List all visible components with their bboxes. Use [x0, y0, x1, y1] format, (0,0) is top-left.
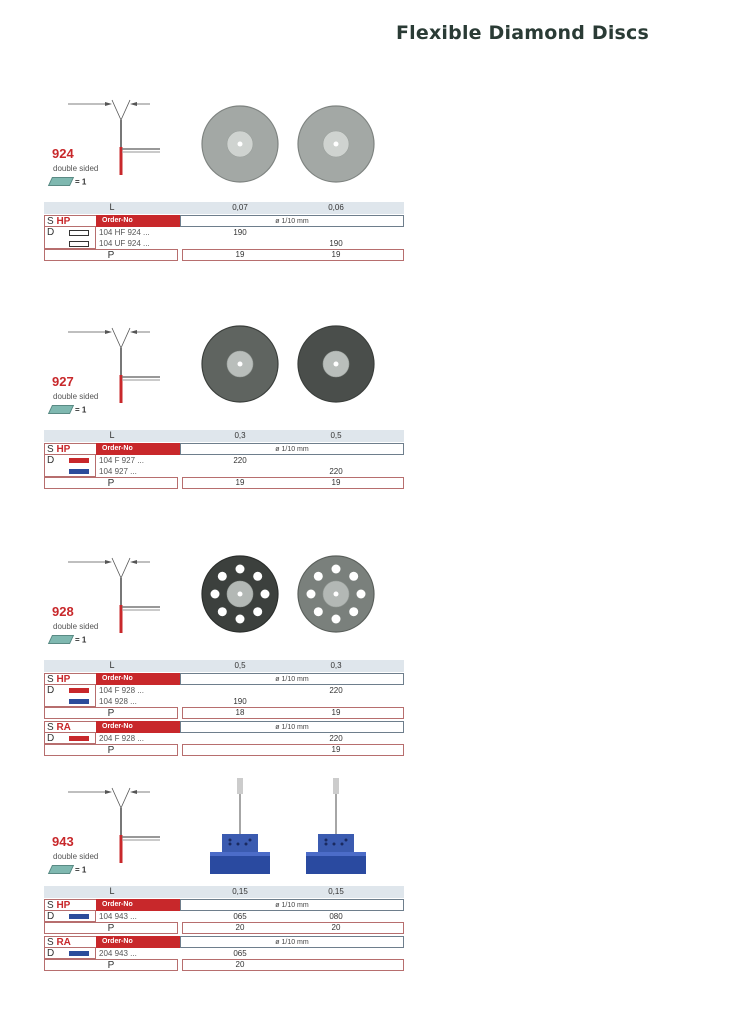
length-label: L [109, 202, 115, 212]
grit-group-box [44, 948, 96, 959]
product-number: 928 [52, 604, 74, 619]
grit-d-label: D [47, 227, 55, 238]
product-section-928 [0, 548, 731, 768]
pack-value: 19 [331, 478, 341, 487]
pack-value: 20 [235, 923, 245, 932]
diamond-disc-icon [296, 104, 376, 184]
shank-s-label: S [47, 722, 54, 733]
grit-d-label: D [47, 911, 55, 922]
pack-value: 19 [235, 478, 245, 487]
diameter-value: 190 [329, 239, 343, 248]
diameter-value: 190 [233, 228, 247, 237]
pack-quantity [50, 865, 86, 874]
product-description: double sided [53, 392, 99, 401]
mounted-disc-stand-icon [296, 774, 376, 884]
diameter-value: 220 [329, 686, 343, 695]
product-section-927 [0, 318, 731, 538]
diameter-unit-header: ø 1/10 mm [180, 443, 404, 455]
product-description: double sided [53, 852, 99, 861]
pack-p-row: P [44, 922, 178, 934]
product-description: double sided [53, 622, 99, 631]
length-label: L [109, 886, 115, 896]
pack-box-icon [48, 635, 74, 644]
shank-type-label [44, 936, 96, 948]
diameter-value: 080 [329, 912, 343, 921]
diameter-value: 220 [233, 456, 247, 465]
dimension-value: 0,3 [330, 661, 342, 670]
grit-group-box [44, 733, 96, 744]
diameter-unit-header: ø 1/10 mm [180, 673, 404, 685]
diamond-disc-icon [296, 554, 376, 634]
grit-d-label: D [47, 733, 55, 744]
grit-group-box [44, 685, 96, 707]
pack-eq-label: = 1 [75, 635, 87, 645]
length-label: L [109, 430, 115, 440]
order-number: 204 943 ... [99, 949, 137, 958]
shank-type-label [44, 899, 96, 911]
diamond-disc-icon [296, 324, 376, 404]
pack-value: 19 [331, 745, 341, 754]
shank-s-label: S [47, 900, 54, 911]
product-number: 924 [52, 146, 74, 161]
diameter-value: 220 [329, 734, 343, 743]
product-image [200, 324, 280, 409]
pack-p-row: P [44, 249, 178, 261]
dimension-value: 0,15 [328, 887, 344, 896]
shank-type-code: HP [56, 900, 71, 911]
diameter-unit-header: ø 1/10 mm [180, 936, 404, 948]
pack-p-row: P [44, 707, 178, 719]
order-number: 104 927 ... [99, 467, 137, 476]
pack-box-icon [48, 177, 74, 186]
order-no-header: Order-No [96, 443, 180, 455]
dimension-value: 0,15 [232, 887, 248, 896]
dimension-value: 0,3 [234, 431, 246, 440]
pack-p-row: P [44, 477, 178, 489]
dimension-value: 0,5 [234, 661, 246, 670]
product-image [200, 554, 280, 639]
product-image [296, 554, 376, 639]
pack-eq-label: = 1 [75, 865, 87, 875]
shank-s-label: S [47, 216, 54, 227]
pack-quantity [50, 177, 86, 186]
order-no-header: Order-No [96, 215, 180, 227]
order-no-header: Order-No [96, 673, 180, 685]
page-title: Flexible Diamond Discs [396, 22, 650, 44]
pack-quantity [50, 405, 86, 414]
diameter-unit-header: ø 1/10 mm [180, 215, 404, 227]
order-number: 104 F 928 ... [99, 686, 144, 695]
diamond-disc-icon [200, 104, 280, 184]
product-number: 927 [52, 374, 74, 389]
pack-value: 20 [235, 960, 245, 969]
pack-value: 18 [235, 708, 245, 717]
order-no-header: Order-No [96, 936, 180, 948]
product-section-924 [0, 90, 731, 310]
pack-p-row: P [44, 959, 178, 971]
shank-type-label [44, 673, 96, 685]
diameter-value: 190 [233, 697, 247, 706]
product-description: double sided [53, 164, 99, 173]
diamond-disc-icon [200, 554, 280, 634]
diameter-value: 065 [233, 912, 247, 921]
pack-quantity [50, 635, 86, 644]
shank-type-label [44, 721, 96, 733]
shank-type-code: RA [56, 722, 71, 733]
shank-type-code: HP [56, 216, 71, 227]
pack-eq-label: = 1 [75, 405, 87, 415]
pack-value: 19 [331, 708, 341, 717]
mounted-disc-stand-icon [200, 774, 280, 884]
shank-s-label: S [47, 937, 54, 948]
order-no-header: Order-No [96, 899, 180, 911]
grit-d-label: D [47, 948, 55, 959]
dimension-value: 0,07 [232, 203, 248, 212]
grit-d-label: D [47, 455, 55, 466]
shank-type-code: HP [56, 444, 71, 455]
diameter-unit-header: ø 1/10 mm [180, 899, 404, 911]
order-number: 104 HF 924 ... [99, 228, 150, 237]
shank-type-label [44, 215, 96, 227]
product-section-943 [0, 778, 731, 998]
dimension-value: 0,5 [330, 431, 342, 440]
pack-p-row: P [44, 744, 178, 756]
pack-value: 19 [235, 250, 245, 259]
diameter-unit-header: ø 1/10 mm [180, 721, 404, 733]
diamond-disc-icon [200, 324, 280, 404]
order-number: 204 F 928 ... [99, 734, 144, 743]
pack-value: 20 [331, 923, 341, 932]
order-number: 104 928 ... [99, 697, 137, 706]
diameter-value: 220 [329, 467, 343, 476]
dimension-value: 0,06 [328, 203, 344, 212]
product-image [296, 774, 376, 889]
shank-type-label [44, 443, 96, 455]
pack-value: 19 [331, 250, 341, 259]
order-number: 104 UF 924 ... [99, 239, 150, 248]
shank-type-code: HP [56, 674, 71, 685]
order-no-header: Order-No [96, 721, 180, 733]
grit-group-box [44, 455, 96, 477]
order-number: 104 943 ... [99, 912, 137, 921]
product-image [200, 774, 280, 889]
grit-group-box [44, 911, 96, 922]
shank-s-label: S [47, 674, 54, 685]
order-number: 104 F 927 ... [99, 456, 144, 465]
product-image [296, 104, 376, 189]
product-image [296, 324, 376, 409]
grit-d-label: D [47, 685, 55, 696]
pack-box-icon [48, 405, 74, 414]
diameter-value: 065 [233, 949, 247, 958]
pack-box-icon [48, 865, 74, 874]
shank-type-code: RA [56, 937, 71, 948]
shank-s-label: S [47, 444, 54, 455]
product-image [200, 104, 280, 189]
pack-eq-label: = 1 [75, 177, 87, 187]
product-number: 943 [52, 834, 74, 849]
grit-group-box [44, 227, 96, 249]
length-label: L [109, 660, 115, 670]
